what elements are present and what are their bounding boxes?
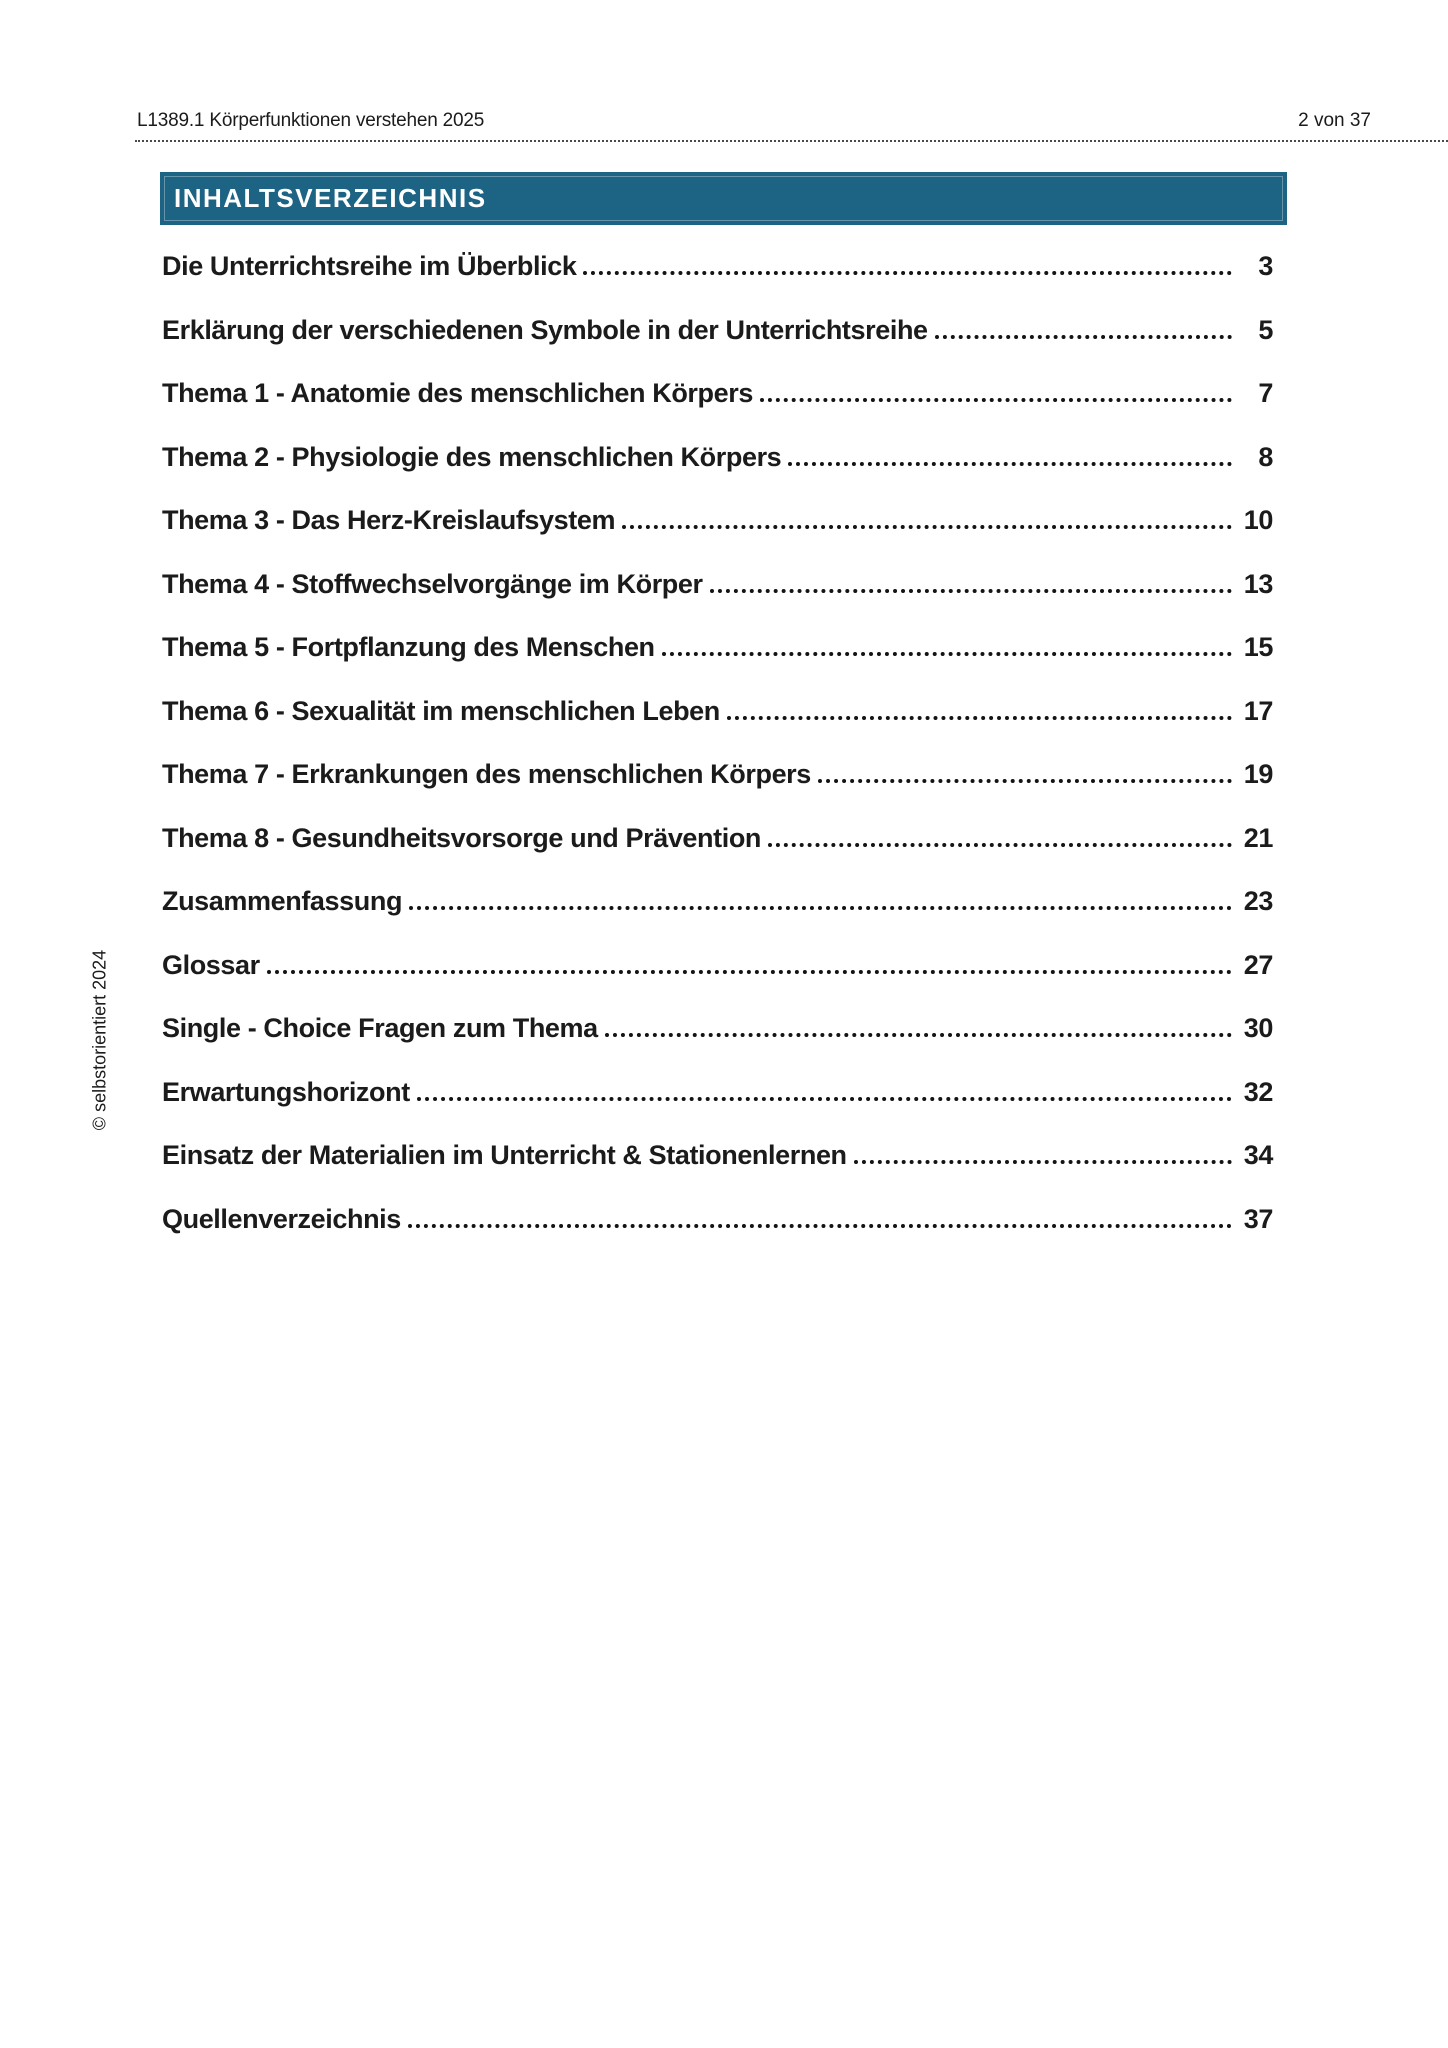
toc-dot-leader: [409, 906, 1232, 910]
toc-entry[interactable]: [162, 441, 1273, 474]
toc-entry[interactable]: [162, 758, 1273, 791]
toc-entry-title: Erwartungshorizont: [162, 1076, 410, 1107]
toc-entry-title: Thema 2 - Physiologie des menschlichen Körpers: [162, 441, 782, 472]
toc-entry-title: Glossar: [162, 949, 260, 980]
toc-entry[interactable]: [162, 504, 1273, 537]
toc-entry-page: 21: [1243, 822, 1273, 853]
toc-entry-title: Zusammenfassung: [162, 886, 403, 916]
toc-dot-leader: [662, 652, 1232, 656]
header-dotted-rule: [135, 140, 1448, 142]
toc-dot-leader: [727, 716, 1232, 720]
toc-entry-page: 34: [1243, 1140, 1273, 1170]
toc-dot-leader: [417, 1097, 1232, 1101]
toc-entry-page: 37: [1243, 1203, 1273, 1234]
toc-entry-page: 17: [1243, 695, 1273, 726]
toc-entry-page: 27: [1243, 949, 1273, 980]
toc-entry[interactable]: [162, 822, 1273, 855]
toc-entry-title: Quellenverzeichnis: [162, 1203, 401, 1234]
toc-entry-title: Single - Choice Fragen zum Thema: [162, 1013, 598, 1043]
toc-entry[interactable]: [162, 1203, 1273, 1236]
toc-entry[interactable]: [162, 1139, 1273, 1172]
toc-entry-page: 30: [1243, 1013, 1273, 1043]
toc-entry-title: Einsatz der Materialien im Unterricht & Stationenlernen: [162, 1140, 847, 1170]
toc-entry[interactable]: [162, 377, 1273, 410]
toc-entry[interactable]: [162, 631, 1273, 664]
copyright-vertical-text: © selbstorientiert 2024: [89, 949, 110, 1131]
toc-entry-page: 32: [1243, 1076, 1273, 1107]
toc-entry-page: 7: [1258, 378, 1273, 408]
toc-entry-title: Thema 1 - Anatomie des menschlichen Körpers: [162, 378, 753, 408]
toc-banner: [160, 172, 1287, 225]
toc-entry-title: Thema 5 - Fortpflanzung des Menschen: [162, 632, 655, 662]
toc-entry-page: 10: [1243, 505, 1273, 535]
toc-dot-leader: [267, 970, 1232, 974]
toc-dot-leader: [788, 462, 1232, 466]
toc-entry-title: Thema 8 - Gesundheitsvorsorge und Prävention: [162, 822, 762, 853]
toc-dot-leader: [854, 1160, 1232, 1164]
toc-dot-leader: [935, 335, 1232, 339]
toc-entry[interactable]: [162, 949, 1273, 982]
toc-dot-leader: [583, 271, 1232, 275]
toc-dot-leader: [760, 398, 1232, 402]
toc-entry[interactable]: [162, 314, 1273, 347]
toc-entry-page: 8: [1258, 441, 1273, 472]
toc-entry-page: 5: [1258, 314, 1273, 345]
toc-list: [162, 250, 1273, 1236]
toc-entry-page: 13: [1243, 568, 1273, 599]
toc-entry-title: Die Unterrichtsreihe im Überblick: [162, 251, 577, 281]
toc-entry[interactable]: [162, 1012, 1273, 1045]
toc-entry-page: 19: [1243, 759, 1273, 789]
toc-entry-title: Thema 6 - Sexualität im menschlichen Leben: [162, 695, 720, 726]
toc-entry-title: Thema 4 - Stoffwechselvorgänge im Körper: [162, 568, 703, 599]
toc-dot-leader: [768, 843, 1232, 847]
toc-dot-leader: [818, 779, 1232, 783]
toc-banner-title: INHALTSVERZEICHNIS: [174, 183, 487, 213]
toc-dot-leader: [408, 1224, 1232, 1228]
toc-entry-title: Thema 7 - Erkrankungen des menschlichen Körpers: [162, 759, 811, 789]
toc-dot-leader: [605, 1033, 1232, 1037]
toc-entry-page: 15: [1243, 632, 1273, 662]
toc-entry[interactable]: [162, 885, 1273, 918]
toc-entry[interactable]: [162, 1076, 1273, 1109]
toc-entry-title: Thema 3 - Das Herz-Kreislaufsystem: [162, 505, 616, 535]
toc-entry-title: Erklärung der verschiedenen Symbole in der Unterrichtsreihe: [162, 314, 928, 345]
toc-dot-leader: [622, 525, 1232, 529]
toc-entry-page: 3: [1258, 251, 1273, 281]
toc-entry[interactable]: [162, 568, 1273, 601]
toc-entry-page: 23: [1243, 886, 1273, 916]
toc-entry[interactable]: [162, 250, 1273, 283]
toc-entry[interactable]: [162, 695, 1273, 728]
header-page-indicator: 2 von 37: [1298, 110, 1371, 131]
toc-dot-leader: [710, 589, 1232, 593]
header-document-title: L1389.1 Körperfunktionen verstehen 2025: [137, 110, 485, 131]
